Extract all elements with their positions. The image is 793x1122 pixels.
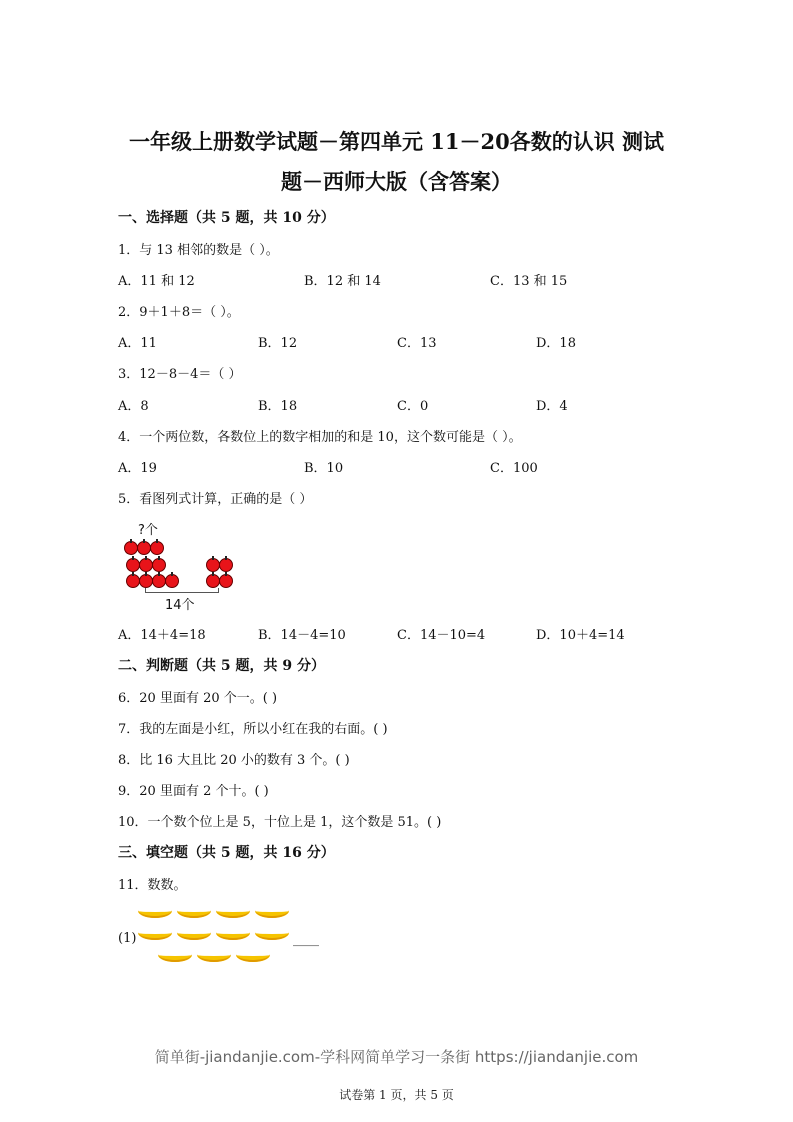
- option: B．14－4=10: [258, 628, 346, 643]
- option: C．100: [490, 461, 538, 476]
- banana-icon: [255, 904, 289, 918]
- banana-icon: [158, 948, 192, 962]
- question-11: 11．数数。: [118, 878, 187, 893]
- option: A．11 和 12: [118, 274, 195, 289]
- question-3: 3．12－8－4＝（ ）: [118, 367, 242, 382]
- section-heading: 二、判断题（共 5 题，共 9 分）: [118, 658, 325, 674]
- banana-icon: [138, 904, 172, 918]
- banana-icon: [216, 904, 250, 918]
- question-2: 2．9＋1＋8＝（ ）。: [118, 305, 240, 320]
- option: A．8: [118, 399, 149, 414]
- option: B．10: [304, 461, 344, 476]
- apple-icon: [219, 558, 233, 572]
- option: B．12 和 14: [304, 274, 381, 289]
- banana-icon: [177, 926, 211, 940]
- banana-icon: [138, 926, 172, 940]
- banana-icon: [255, 926, 289, 940]
- option: C．13: [397, 336, 437, 351]
- option: D．10＋4=14: [536, 628, 625, 643]
- option: A．14＋4=18: [118, 628, 206, 643]
- apple-icon: [152, 574, 166, 588]
- question-1: 1．与 13 相邻的数是（ ）。: [118, 243, 279, 258]
- apple-icon: [124, 541, 138, 555]
- judge-question: 7．我的左面是小红，所以小红在我的右面。( ): [118, 722, 388, 737]
- option: D．4: [536, 399, 568, 414]
- judge-question: 6．20 里面有 20 个一。( ): [118, 691, 278, 706]
- figure-top-label: ?个: [138, 523, 158, 538]
- option: D．18: [536, 336, 576, 351]
- brace: [145, 588, 219, 593]
- apple-icon: [206, 574, 220, 588]
- option: C．13 和 15: [490, 274, 568, 289]
- apple-icon: [219, 574, 233, 588]
- banana-icon: [216, 926, 250, 940]
- option: B．18: [258, 399, 298, 414]
- judge-question: 8．比 16 大且比 20 小的数有 3 个。( ): [118, 753, 350, 768]
- banana-icon: [177, 904, 211, 918]
- title-line-1: 一年级上册数学试题－第四单元 11－20各数的认识 测试: [128, 129, 665, 154]
- figure-bottom-label: 14个: [165, 598, 195, 613]
- option: B．12: [258, 336, 298, 351]
- watermark: 简单街-jiandanjie.com-学科网简单学习一条街 https://jiandanjie.com: [154, 1048, 639, 1066]
- banana-icon: [236, 948, 270, 962]
- section-heading: 三、填空题（共 5 题，共 16 分）: [118, 845, 335, 861]
- sub-label: (1): [118, 931, 137, 946]
- question-4: 4．一个两位数，各数位上的数字相加的和是 10，这个数可能是（ ）。: [118, 430, 522, 445]
- option: C．0: [397, 399, 429, 414]
- apple-icon: [139, 574, 153, 588]
- apple-icon: [165, 574, 179, 588]
- option: A．19: [118, 461, 157, 476]
- title-line-2: 题－西师大版（含答案）: [281, 169, 512, 194]
- judge-question: 10．一个数个位上是 5，十位上是 1，这个数是 51。( ): [118, 815, 442, 830]
- option: C．14－10=4: [397, 628, 486, 643]
- page-number: 试卷第 1 页，共 5 页: [339, 1088, 454, 1102]
- option: A．11: [118, 336, 157, 351]
- apple-icon: [137, 541, 151, 555]
- apple-icon: [126, 574, 140, 588]
- section-heading: 一、选择题（共 5 题，共 10 分）: [118, 210, 335, 226]
- judge-question: 9．20 里面有 2 个十。( ): [118, 784, 269, 799]
- banana-icon: [197, 948, 231, 962]
- apple-icon: [206, 558, 220, 572]
- apple-icon: [126, 558, 140, 572]
- apple-icon: [152, 558, 166, 572]
- apple-icon: [139, 558, 153, 572]
- apple-icon: [150, 541, 164, 555]
- answer-blank: ____: [293, 932, 319, 947]
- question-5: 5．看图列式计算，正确的是（ ）: [118, 492, 313, 507]
